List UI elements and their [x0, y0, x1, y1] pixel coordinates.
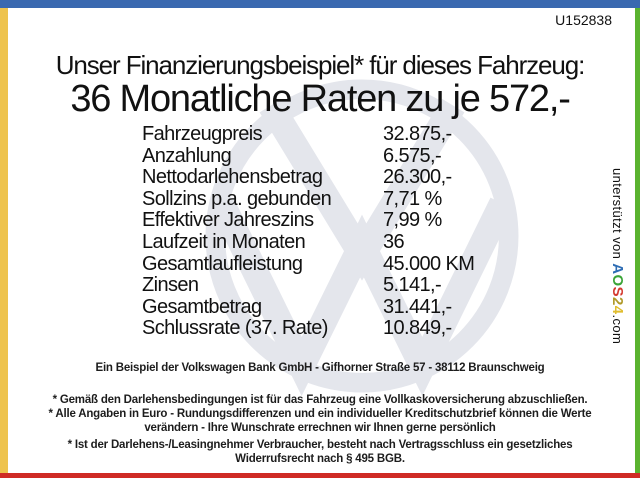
bottom-border-bar: [0, 473, 640, 478]
aos24-logo-digit-2: 2: [609, 297, 626, 306]
bank-address-line: Ein Beispiel der Volkswagen Bank GmbH - Gifhorner Straße 57 - 38112 Braunschweig: [95, 362, 545, 374]
table-row-label: Gesamtlaufleistung: [142, 252, 303, 275]
footnote-insurance: * Gemäß den Darlehensbedingungen ist für das Fahrzeug eine Vollkaskoversicherung abzuschließen.: [52, 394, 588, 406]
left-border-bar: [0, 8, 8, 473]
top-border-bar: [0, 0, 640, 8]
table-row-label: Effektiver Jahreszins: [142, 209, 314, 232]
right-border-bar: [635, 8, 640, 473]
table-row-value: 45.000 KM: [383, 252, 475, 275]
table-row-label: Schlussrate (37. Rate): [142, 317, 328, 340]
footnote-euro-line1: * Alle Angaben in Euro - Rundungsdifferenzen und ein individueller Kreditschutzbrief können die Werte: [48, 408, 592, 420]
table-row-value: 31.441,-: [383, 295, 452, 318]
table-row-label: Gesamtbetrag: [142, 295, 262, 318]
table-row-label: Zinsen: [142, 274, 199, 297]
supported-by-suffix: .com: [610, 314, 625, 345]
aos24-logo-letter-o: O: [609, 274, 626, 287]
table-row-label: Nettodarlehensbetrag: [142, 166, 323, 189]
table-row-value: 10.849,-: [383, 317, 452, 340]
title-line-1: Unser Finanzierungsbeispiel* für dieses Fahrzeug:: [55, 50, 585, 80]
table-row-label: Anzahlung: [142, 144, 232, 167]
table-row-value: 26.300,-: [383, 166, 452, 189]
aos24-logo-digit-4: 4: [609, 305, 626, 315]
title-line-2: 36 Monatliche Raten zu je 572,-: [70, 78, 570, 120]
table-row-value: 7,99 %: [383, 209, 442, 232]
table-row-value: 36: [383, 230, 405, 253]
table-row-value: 7,71 %: [383, 187, 442, 210]
footnote-withdrawal-line2: Widerrufsrecht nach § 495 BGB.: [235, 452, 405, 465]
footnote-euro-line2: verändern - Ihre Wunschrate errechnen wir Ihnen gerne persönlich: [144, 421, 496, 434]
table-row-value: 5.141,-: [383, 274, 442, 297]
table-row-label: Sollzins p.a. gebunden: [142, 187, 332, 210]
footnote-withdrawal-line1: * Ist der Darlehens-/Leasingnehmer Verbraucher, besteht nach Vertragsschluss ein gesetzliches: [67, 439, 573, 451]
aos24-logo-letter-a: A: [609, 263, 626, 275]
financing-table: [142, 124, 474, 340]
aos24-logo-letter-s: S: [609, 286, 626, 297]
table-row-label: Laufzeit in Monaten: [142, 230, 306, 253]
document-id: U152838: [555, 12, 612, 28]
supported-by-prefix: unterstützt von: [610, 168, 625, 264]
table-row-label: Fahrzeugpreis: [142, 123, 263, 145]
table-row-value: 6.575,-: [383, 144, 442, 167]
table-row-value: 32.875,-: [383, 123, 452, 145]
supported-by-credit: [609, 168, 626, 344]
